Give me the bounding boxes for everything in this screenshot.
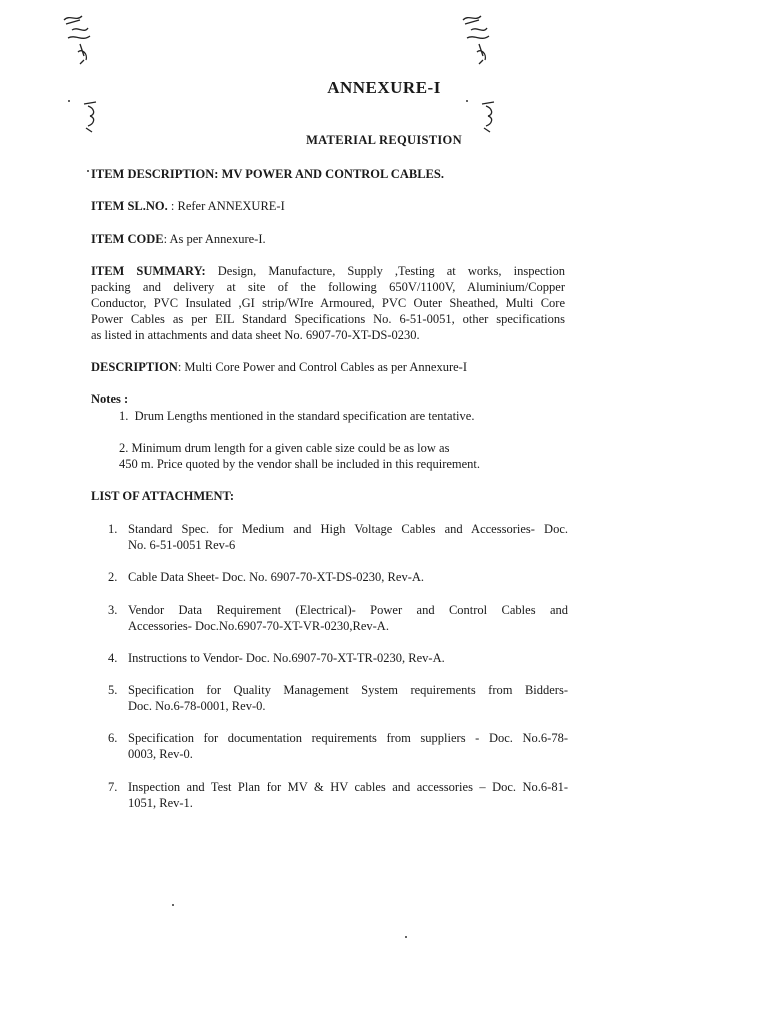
attachment-line: Specification for Quality Management System requirements from Bidders- <box>128 683 568 697</box>
description-label: DESCRIPTION <box>91 360 178 374</box>
note-item-continuation: 450 m. Price quoted by the vendor shall be included in this requirement. <box>119 457 481 471</box>
item-sl-no-label: ITEM SL.NO. <box>91 199 168 213</box>
attachments-heading: LIST OF ATTACHMENT: <box>91 489 235 503</box>
item-summary-line: Conductor, PVC Insulated ,GI strip/WIre Armoured, PVC Outer Sheathed, Multi Core <box>91 296 565 310</box>
item-summary <box>91 263 565 343</box>
item-summary-line: packing and delivery at site of the following 650V/1100V, Aluminium/Copper <box>91 280 565 294</box>
attachment-line: Cable Data Sheet- Doc. No. 6907-70-XT-DS-0230, Rev-A. <box>128 570 425 584</box>
note-number: 1. <box>119 409 129 423</box>
note-number: 2. <box>119 441 129 455</box>
item-description: ITEM DESCRIPTION: MV POWER AND CONTROL CABLES. <box>91 167 444 181</box>
item-sl-no <box>91 198 285 214</box>
attachment-number: 3. <box>108 603 118 617</box>
note-item <box>119 408 474 424</box>
attachment-number: 2. <box>108 570 118 584</box>
note-item <box>119 440 449 456</box>
attachment-line: Specification for documentation requirements from suppliers - Doc. No.6-78- <box>128 731 568 745</box>
attachment-line: Inspection and Test Plan for MV & HV cables and accessories – Doc. No.6-81- <box>128 780 568 794</box>
signature-top-left <box>58 8 108 68</box>
attachment-line: Accessories- Doc.No.6907-70-XT-VR-0230,Rev-A. <box>128 619 389 633</box>
attachment-line: Doc. No.6-78-0001, Rev-0. <box>128 699 266 713</box>
page-subtitle: MATERIAL REQUISTION <box>306 133 462 147</box>
note-text: Drum Lengths mentioned in the standard specification are tentative. <box>134 409 475 423</box>
description <box>91 359 467 375</box>
item-code-label: ITEM CODE <box>91 232 164 246</box>
attachment-line: Instructions to Vendor- Doc. No.6907-70-XT-TR-0230, Rev-A. <box>128 651 445 665</box>
attachment-line: Standard Spec. for Medium and High Voltage Cables and Accessories- Doc. <box>128 522 568 536</box>
attachment-line: No. 6-51-0051 Rev-6 <box>128 538 236 552</box>
attachment-number: 6. <box>108 731 118 745</box>
item-summary-line: as listed in attachments and data sheet No. 6907-70-XT-DS-0230. <box>91 328 420 342</box>
item-sl-no-value: : Refer ANNEXURE-I <box>167 199 285 213</box>
signature-left-mid <box>76 96 106 136</box>
page-title: ANNEXURE-I <box>327 78 441 97</box>
notes-heading: Notes : <box>91 392 129 406</box>
item-summary-line: ITEM SUMMARY: Design, Manufacture, Supply ,Testing at works, inspection <box>91 264 565 278</box>
attachment-line: 0003, Rev-0. <box>128 747 193 761</box>
signature-right-mid <box>474 96 504 136</box>
attachment-number: 4. <box>108 651 118 665</box>
signature-top-right <box>455 8 505 68</box>
description-value: : Multi Core Power and Control Cables as per Annexure-I <box>177 360 468 374</box>
attachment-line: 1051, Rev-1. <box>128 796 193 810</box>
item-code-value: : As per Annexure-I. <box>163 232 266 246</box>
item-summary-line: Power Cables as per EIL Standard Specifications No. 6-51-0051, other specifications <box>91 312 565 326</box>
attachment-number: 5. <box>108 683 118 697</box>
attachment-line: Vendor Data Requirement (Electrical)- Power and Control Cables and <box>128 603 568 617</box>
note-text: Minimum drum length for a given cable size could be as low as <box>131 441 450 455</box>
attachment-number: 1. <box>108 522 118 536</box>
item-summary-label: ITEM SUMMARY: <box>91 264 206 278</box>
item-code <box>91 231 266 247</box>
attachment-number: 7. <box>108 780 118 794</box>
